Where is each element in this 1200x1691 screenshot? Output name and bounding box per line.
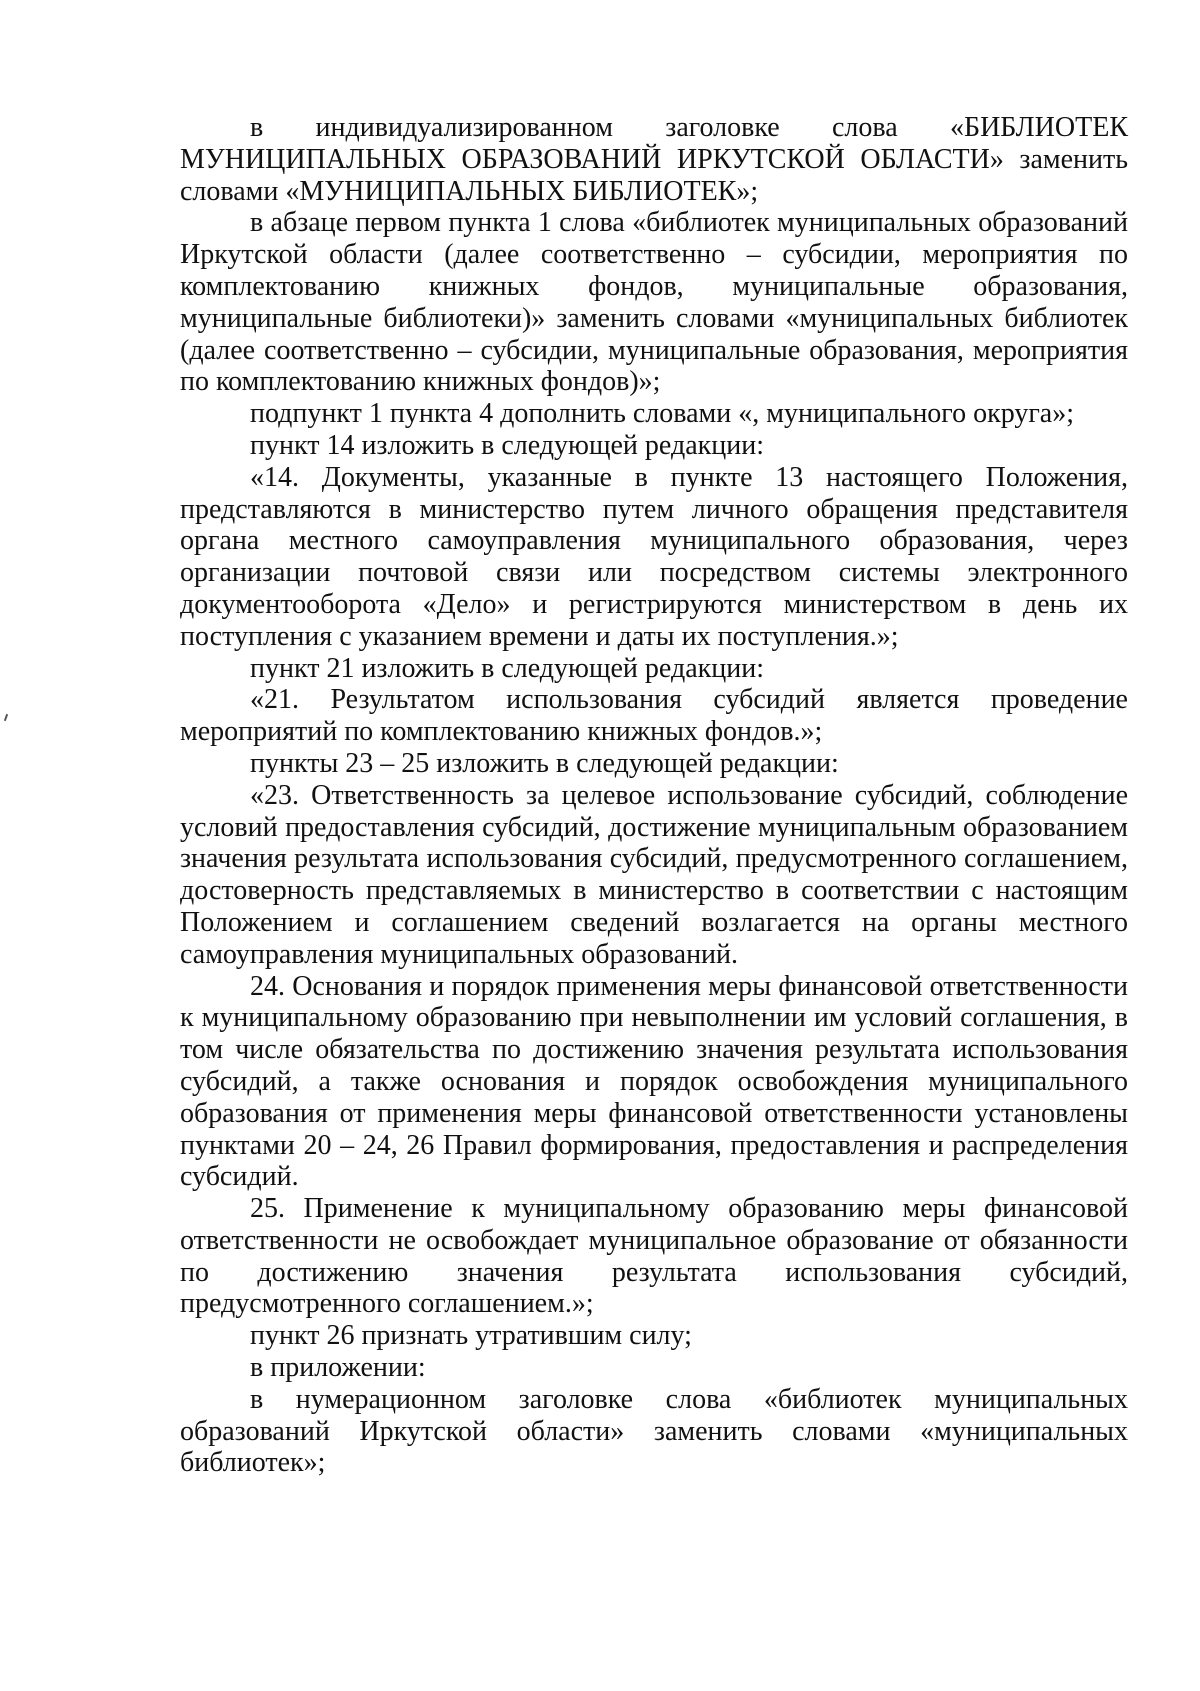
paragraph-point-25-text: 25. Применение к муниципальному образованию меры финансовой ответственности не освобождает муниципальное образование от обязанности по достижению значения результата использования субсидий, предусмотренного соглашением.»; <box>180 1193 1128 1320</box>
paragraph-point-14-text: «14. Документы, указанные в пункте 13 настоящего Положения, представляются в министерство путем личного обращения представителя органа местного самоуправления муниципального образования, через организации почтовой связи или посредством системы электронного документооборота «Дело» и регистрируются министерством в день их поступления с указанием времени и даты их поступления.»; <box>180 461 1128 652</box>
paragraph-point-21-text: «21. Результатом использования субсидий является проведение мероприятий по комплектованию книжных фондов.»; <box>180 684 1128 748</box>
paragraph-header-title-change: в индивидуализированном заголовке слова «БИБЛИОТЕК МУНИЦИПАЛЬНЫХ ОБРАЗОВАНИЙ ИРКУТСКОЙ ОБЛАСТИ» заменить словами «МУНИЦИПАЛЬНЫХ БИБЛИОТЕК»; <box>180 112 1128 207</box>
paragraph-point-14-intro: пункт 14 изложить в следующей редакции: <box>250 429 764 461</box>
paragraph-appendix-intro: в приложении: <box>250 1352 426 1384</box>
paragraph-point-24-text: 24. Основания и порядок применения меры финансовой ответственности к муниципальному образованию при невыполнении им условий соглашения, в том числе обязательства по достижению значения результата использования субсидий, а также основания и порядок освобождения муниципального образования от применения меры финансовой ответственности установлены пунктами 20 – 24, 26 Правил формирования, предоставления и распределения субсидий. <box>180 970 1128 1193</box>
scan-artifact-mark <box>4 714 8 721</box>
paragraph-points-23-25-intro: пункты 23 – 25 изложить в следующей редакции: <box>250 747 839 779</box>
paragraph-appendix-header-change: в нумерационном заголовке слова «библиотек муниципальных образований Иркутской области» заменить словами «муниципальных библиотек»; <box>180 1383 1128 1479</box>
paragraph-point-1-change: в абзаце первом пункта 1 слова «библиотек муниципальных образований Иркутской области (далее соответственно – субсидии, мероприятия по комплектованию книжных фондов, муниципальные образования, муниципальные библиотеки)» заменить словами «муниципальных библиотек (далее соответственно – субсидии, муниципальные образования, мероприятия по комплектованию книжных фондов)»; <box>180 207 1128 398</box>
paragraph-point-23-text: «23. Ответственность за целевое использование субсидий, соблюдение условий предоставления субсидий, достижение муниципальным образованием значения результата использования субсидий, предусмотренного соглашением, достоверность представляемых в министерство в соответствии с настоящим Положением и соглашением сведений возлагается на органы местного самоуправления муниципальных образований. <box>180 779 1128 970</box>
paragraph-point-21-intro: пункт 21 изложить в следующей редакции: <box>250 652 764 684</box>
document-body <box>180 112 1128 1479</box>
paragraph-subpoint-4-1: подпункт 1 пункта 4 дополнить словами «, муниципального округа»; <box>250 398 1075 430</box>
paragraph-point-26-repeal: пункт 26 признать утратившим силу; <box>250 1320 692 1352</box>
